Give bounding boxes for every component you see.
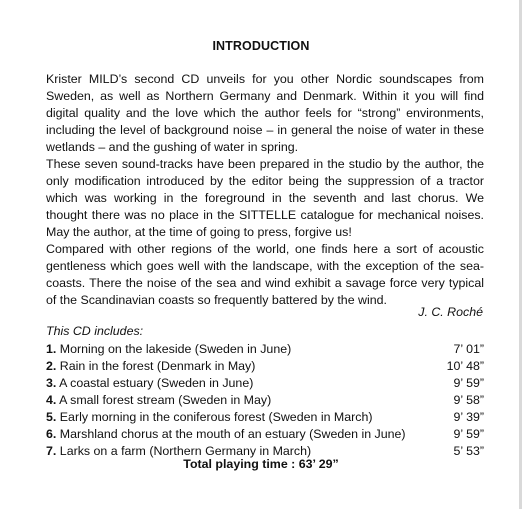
track-row	[46, 358, 484, 375]
track-row	[46, 392, 484, 409]
track-row	[46, 341, 484, 358]
track-number: 1.	[46, 342, 57, 356]
track-number: 7.	[46, 444, 57, 458]
track-title: Rain in the forest (Denmark in May)	[59, 359, 256, 373]
track-duration: 9’ 39”	[453, 410, 484, 424]
introduction-text	[46, 71, 484, 309]
track-title: Larks on a farm (Northern Germany in March)	[59, 444, 312, 458]
intro-paragraph: Compared with other regions of the world, one finds here a sort of acoustic gentleness which goes well with the landscape, with the exception of the sea-coasts. There the noise of the sea and wind exhibit a savage force very typical of the Scandinavian coasts so frequently battered by the wind.	[46, 242, 484, 307]
track-duration: 5’ 53”	[453, 444, 484, 458]
total-playing-time: Total playing time : 63’ 29”	[183, 457, 339, 471]
track-number: 4.	[46, 393, 57, 407]
track-duration: 9’ 58”	[453, 393, 484, 407]
page-title: INTRODUCTION	[212, 39, 310, 53]
track-list-heading: This CD includes:	[46, 324, 144, 338]
track-row	[46, 426, 484, 443]
track-duration: 7’ 01”	[453, 342, 484, 356]
intro-paragraph: These seven sound-tracks have been prepared in the studio by the author, the only modification introduced by the editor being the suppression of a tractor which was working in the foreground in the seventh and last chorus. We thought there was no place in the SITTELLE catalogue for mechanical noises. May the author, at the time of going to press, forgive us!	[46, 157, 484, 239]
track-title: Marshland chorus at the mouth of an estuary (Sweden in June)	[59, 427, 406, 441]
intro-paragraph: Krister MILD’s second CD unveils for you other Nordic soundscapes from Sweden, as well as Northern Germany and Denmark. Within it you will find digital quality and the love which the author feels for “strong” environments, including the level of background noise – in general the noise of water in these wetlands – and the gushing of water in spring.	[46, 72, 484, 154]
track-list	[46, 341, 484, 460]
author-signature: J. C. Roché	[418, 305, 483, 319]
track-duration: 10’ 48”	[446, 359, 484, 373]
track-duration: 9’ 59”	[453, 376, 484, 390]
track-title: A small forest stream (Sweden in May)	[59, 393, 272, 407]
track-title: Morning on the lakeside (Sweden in June)	[59, 342, 292, 356]
track-number: 5.	[46, 410, 57, 424]
track-title: Early morning in the coniferous forest (Sweden in March)	[59, 410, 373, 424]
track-duration: 9’ 59”	[453, 427, 484, 441]
track-number: 3.	[46, 376, 57, 390]
track-row	[46, 409, 484, 426]
track-number: 6.	[46, 427, 57, 441]
track-title: A coastal estuary (Sweden in June)	[59, 376, 254, 390]
track-row	[46, 375, 484, 392]
track-number: 2.	[46, 359, 57, 373]
